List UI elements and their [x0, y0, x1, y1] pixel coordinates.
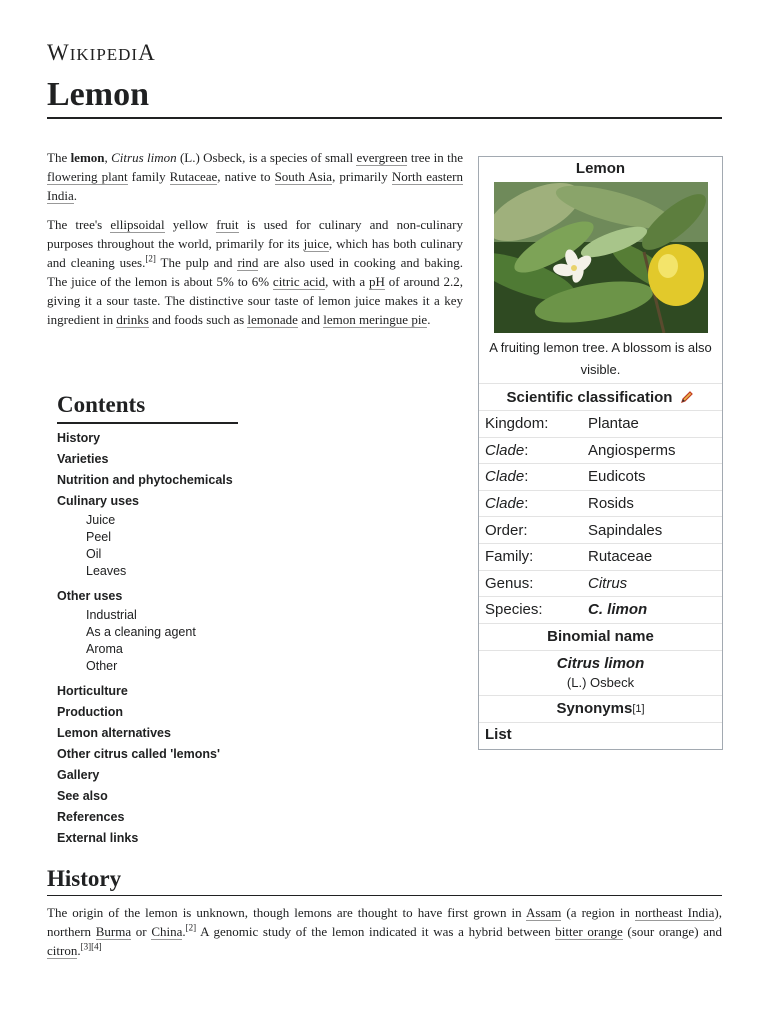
toc-list [57, 428, 357, 849]
link-citric-acid[interactable]: citric acid [272, 274, 326, 289]
classification-value[interactable]: Citrus [588, 574, 628, 592]
edit-pencil-icon[interactable] [680, 390, 694, 404]
classification-rows [479, 410, 722, 623]
link-juice[interactable]: juice [303, 236, 329, 251]
synonyms-header: Synonyms [1] [479, 695, 722, 722]
reference-3-4[interactable]: [3][4] [80, 941, 102, 952]
link-lemon-meringue-pie[interactable]: lemon meringue pie [323, 312, 428, 327]
link-rutaceae[interactable]: Rutaceae [169, 169, 218, 184]
toc-item[interactable]: See also [57, 789, 108, 803]
synonyms-list-toggle[interactable]: List [479, 722, 722, 749]
link-northeast-india[interactable]: northeast India [634, 905, 715, 920]
link-lemonade[interactable]: lemonade [247, 312, 298, 327]
link-china[interactable]: China [151, 924, 183, 939]
history-paragraph: The origin of the lemon is unknown, though lemons are thought to have first grown in Assam (a region in northeast India), northern Burma or China.[2] A genomic study of the lemon indicated it was a hybrid between bitter orange (sour orange) and citron.[3][4] [47, 905, 722, 958]
toc-subitem[interactable]: Peel [86, 530, 112, 544]
history-divider [47, 895, 722, 896]
title-divider [47, 117, 722, 119]
toc-item[interactable]: Horticulture [57, 684, 128, 698]
toc-item[interactable]: Other uses [57, 589, 123, 603]
link-fruit[interactable]: fruit [216, 217, 239, 232]
link-flowering-plant[interactable]: flowering plant [47, 169, 128, 184]
classification-value[interactable]: Rosids [588, 495, 634, 513]
classification-value[interactable]: Eudicots [588, 468, 646, 486]
infobox-caption: A fruiting lemon tree. A blossom is also visible. [489, 340, 712, 377]
toc-item[interactable]: Production [57, 705, 123, 719]
link-assam[interactable]: Assam [525, 905, 562, 920]
link-citron[interactable]: citron [47, 943, 78, 958]
reference-2[interactable]: [2] [185, 922, 197, 933]
classification-row [479, 437, 722, 464]
toc-subitem[interactable]: Juice [86, 513, 116, 527]
toc-item[interactable]: Gallery [57, 768, 100, 782]
classification-value[interactable]: Angiosperms [588, 441, 676, 459]
taxobox [478, 156, 723, 750]
history-section [47, 903, 722, 960]
toc-title: Contents [57, 392, 146, 417]
toc-item[interactable]: History [57, 431, 101, 445]
toc-subitem[interactable]: Aroma [86, 642, 123, 656]
classification-rank[interactable]: Genus: [485, 574, 534, 592]
toc-item[interactable]: Lemon alternatives [57, 726, 171, 740]
page-title: Lemon [47, 76, 149, 113]
classification-value[interactable]: Plantae [588, 415, 639, 433]
classification-rank[interactable]: Family: [485, 548, 534, 566]
classification-row [479, 543, 722, 570]
toc-item[interactable]: Culinary uses [57, 494, 139, 508]
toc-item[interactable]: Varieties [57, 452, 109, 466]
classification-row [479, 463, 722, 490]
link-rind[interactable]: rind [237, 255, 259, 270]
toc-subitem[interactable]: Industrial [86, 608, 137, 622]
toc-subitem[interactable]: As a cleaning agent [86, 625, 196, 639]
toc-divider [57, 422, 238, 424]
link-burma[interactable]: Burma [95, 924, 132, 939]
binomial-name: Citrus limon (L.) Osbeck [479, 650, 722, 695]
classification-row [479, 490, 722, 517]
toc-item[interactable]: External links [57, 831, 139, 845]
link-south-asia[interactable]: South Asia [274, 169, 333, 184]
classification-rank[interactable]: Species: [485, 601, 543, 619]
binomial-name-header: Binomial name [479, 623, 722, 650]
classification-rank[interactable]: Order: [485, 521, 528, 539]
link-ph[interactable]: pH [368, 274, 385, 289]
classification-rank[interactable]: Clade: [485, 468, 529, 486]
classification-row [479, 410, 722, 437]
toc-item[interactable]: Nutrition and phytochemicals [57, 473, 233, 487]
toc-subitem[interactable]: Leaves [86, 564, 127, 578]
table-of-contents [57, 391, 357, 849]
link-bitter-orange[interactable]: bitter orange [555, 924, 623, 939]
lemon-tree-photo[interactable] [494, 182, 708, 333]
classification-value[interactable]: C. limon [588, 601, 648, 619]
classification-value[interactable]: Rutaceae [588, 548, 653, 566]
classification-row [479, 570, 722, 597]
toc-item[interactable]: References [57, 810, 125, 824]
link-drinks[interactable]: drinks [116, 312, 149, 327]
infobox-title: Lemon [575, 160, 626, 177]
classification-rank[interactable]: Clade: [485, 495, 529, 513]
link-evergreen[interactable]: evergreen [356, 150, 408, 165]
reference-2[interactable]: [2] [145, 253, 156, 264]
lead-paragraph-1: The lemon, Citrus limon (L.) Osbeck, is a species of small evergreen tree in the flowering plant family Rutaceae, native to South Asia, primarily North eastern India. [47, 150, 464, 203]
link-north-eastern-india[interactable]: North eastern India [47, 169, 464, 203]
link-ellipsoidal[interactable]: ellipsoidal [110, 217, 165, 232]
lead-paragraph-2: The tree's ellipsoidal yellow fruit is used for culinary and non-culinary purposes throughout the world, primarily for its juice, which has both culinary and cleaning uses.[2] The pulp and rind are also used in cooking and baking. The juice of the lemon is about 5% to 6% citric acid, with a pH of around 2.2, giving it a sour taste. The distinctive sour taste of lemon juice makes it a key ingredient in drinks and foods such as lemonade and lemon meringue pie. [47, 217, 463, 327]
toc-subitem[interactable]: Oil [86, 547, 102, 561]
classification-rank[interactable]: Clade: [485, 441, 529, 459]
wikipedia-wordmark[interactable]: WIKIPEDIA [47, 40, 156, 65]
toc-item[interactable]: Other citrus called 'lemons' [57, 747, 220, 761]
scientific-classification-header: Scientific classification [479, 383, 722, 410]
lead-section [47, 148, 463, 339]
toc-subitem[interactable]: Other [86, 659, 118, 673]
classification-row [479, 516, 722, 543]
classification-row [479, 596, 722, 623]
classification-value[interactable]: Sapindales [588, 521, 663, 539]
history-heading: History [47, 866, 122, 891]
classification-rank[interactable]: Kingdom: [485, 415, 549, 433]
